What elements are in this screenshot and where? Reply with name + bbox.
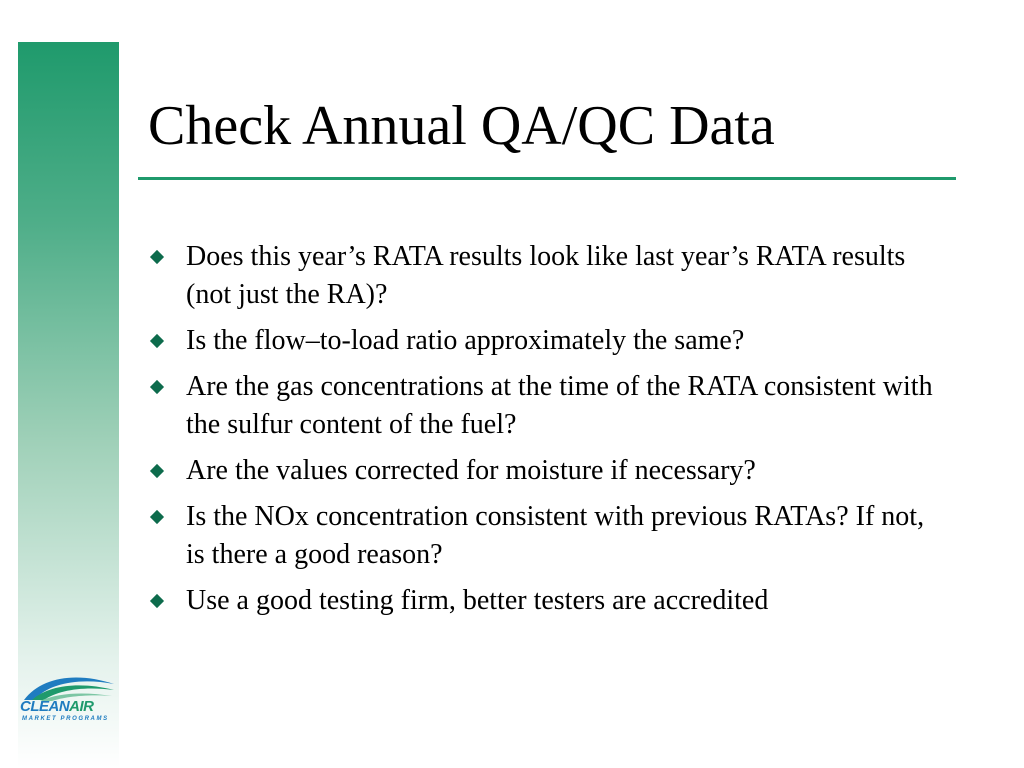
slide-title: Check Annual QA/QC Data <box>148 95 775 157</box>
logo-subtitle: MARKET PROGRAMS <box>22 716 109 722</box>
bullet-text: Are the gas concentrations at the time of the RATA consistent with the sulfur content of the fuel? <box>186 371 933 440</box>
logo-word-air: AIR <box>69 698 94 715</box>
diamond-bullet-icon <box>150 380 164 394</box>
logo-word-clean: CLEAN <box>20 698 70 715</box>
bullet-item <box>148 582 938 620</box>
diamond-bullet-icon <box>150 464 164 478</box>
bullet-item <box>148 238 938 314</box>
diamond-bullet-icon <box>150 510 164 524</box>
diamond-bullet-icon <box>150 594 164 608</box>
bullet-text: Are the values corrected for moisture if necessary? <box>186 455 756 486</box>
side-accent-bar <box>18 42 119 768</box>
bullet-text: Is the flow–to-load ratio approximately the same? <box>186 325 745 356</box>
bullet-item <box>148 368 938 444</box>
logo-wordmark <box>20 698 116 715</box>
bullet-text: Use a good testing firm, better testers are accredited <box>186 585 769 616</box>
bullet-text: Is the NOx concentration consistent with previous RATAs? If not, is there a good reason? <box>186 501 925 570</box>
diamond-bullet-icon <box>150 250 164 264</box>
clean-air-logo <box>20 670 116 728</box>
bullet-item <box>148 322 938 360</box>
title-underline <box>138 177 956 180</box>
bullet-item <box>148 452 938 490</box>
bullet-item <box>148 498 938 574</box>
bullet-list <box>148 238 938 628</box>
diamond-bullet-icon <box>150 334 164 348</box>
bullet-text: Does this year’s RATA results look like last year’s RATA results (not just the RA)? <box>186 241 906 310</box>
